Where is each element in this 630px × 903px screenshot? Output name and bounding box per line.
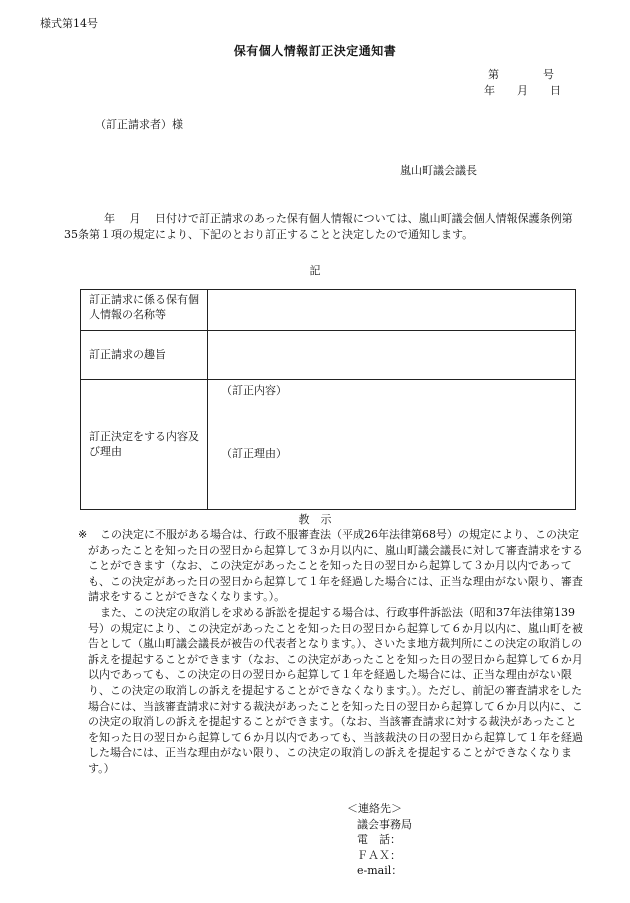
document-number: 第 号 <box>488 68 554 81</box>
contact-phone: 電 話： <box>357 833 401 846</box>
issuer: 嵐山町議会議長 <box>400 164 477 177</box>
notice-mark: ※ <box>78 528 88 541</box>
contact-fax: ＦＡＸ： <box>357 848 401 862</box>
addressee: （訂正請求者）様 <box>95 118 183 131</box>
document-title: 保有個人情報訂正決定通知書 <box>233 44 397 58</box>
decision-table <box>80 289 576 510</box>
body-paragraph: 年 月 日付けで訂正請求のあった保有個人情報については、嵐山町議会個人情報保護条例第35条第１項の規定により、下記のとおり訂正することと決定したので通知します。 <box>64 212 573 241</box>
document-date: 年 月 日 <box>484 84 561 97</box>
contact-office: 議会事務局 <box>357 817 412 831</box>
contact-block <box>347 801 547 879</box>
correction-reason-label: （訂正理由） <box>221 447 287 460</box>
row2-label: 訂正請求の趣旨 <box>89 348 166 361</box>
contact-heading: ＜連絡先＞ <box>347 802 402 815</box>
contact-email: e-mail： <box>357 864 403 877</box>
ki-label: 記 <box>309 264 321 277</box>
row1-label: 訂正請求に係る保有個人情報の名称等 <box>89 293 199 321</box>
table-row-divider <box>81 379 575 380</box>
notice-heading: 教 示 <box>298 513 332 526</box>
notice-section <box>78 527 586 777</box>
correction-content-label: （訂正内容） <box>221 384 287 397</box>
table-column-divider <box>207 290 208 509</box>
notice-paragraph-2: また、この決定の取消しを求める訴訟を提起する場合は、行政事件訴訟法（昭和37年法律第139号）の規定により、この決定があったことを知った日の翌日から起算して６か月以内に、嵐山町を被告として（嵐山町議会議長が被告の代表者となります。）、さいたま地方裁判所にこの決定の取消しの訴えを提起することができます（なお、この決定があったことを知った日の翌日から起算して６か月以内であっても、この決定の日の翌日から起算して１年を経過した場合には、正当な理由がない限り、この決定の取消しの訴えを提起することができなくなります。）。ただし、前記の審査請求をした場合には、当該審査請求に対する裁決があったことを知った日の翌日から起算して６か月以内に、この決定の取消しの訴えを提起することができます。（なお、当該審査請求に対する裁決があったことを知った日の翌日から起算して６か月以内であっても、当該裁決の日の翌日から起算して１年を経過した場合には、正当な理由がない限り、この決定の取消しの訴えを提起することができなくなります。） <box>88 605 583 775</box>
notice-paragraph-1: この決定に不服がある場合は、行政不服審査法（平成26年法律第68号）の規定により、この決定があったことを知った日の翌日から起算して３か月以内に、嵐山町議会議長に対して審査請求をすることができます（なお、この決定があったことを知った日の翌日から起算して３か月以内であっても、この決定があった日の翌日から起算して１年を経過した場合には、正当な理由がない限り、審査請求をすることができなくなります。）。 <box>88 528 583 604</box>
form-number: 様式第14号 <box>40 17 98 30</box>
row3-label: 訂正決定をする内容及び理由 <box>89 430 199 458</box>
table-row-divider <box>81 330 575 331</box>
